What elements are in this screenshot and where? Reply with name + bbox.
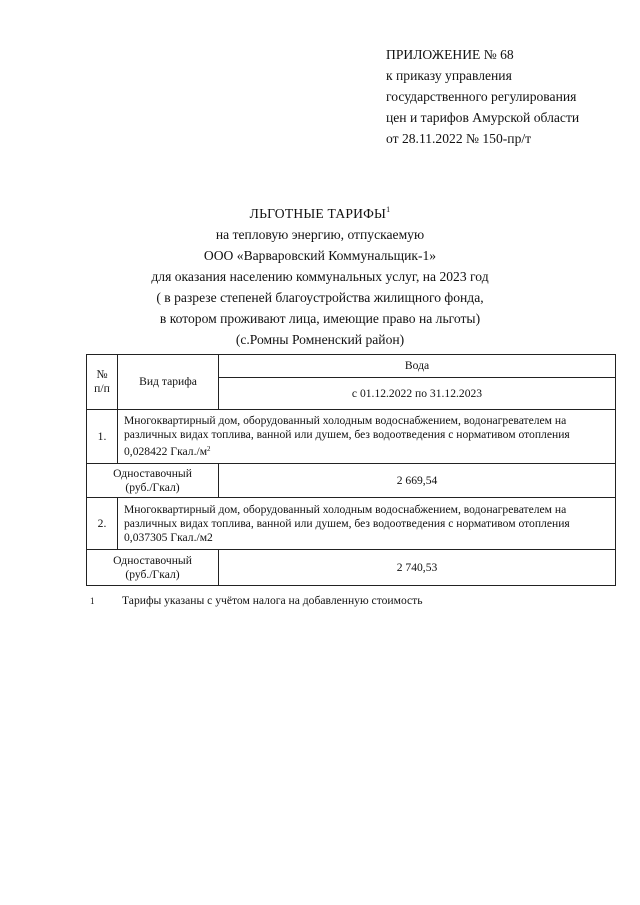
tariff-kind-label: Одноставочный — [113, 466, 192, 480]
tariff-kind — [87, 550, 219, 586]
tariff-value: 2 669,54 — [219, 464, 616, 498]
row-description — [118, 410, 616, 464]
tariff-table — [86, 354, 616, 586]
appendix-number: ПРИЛОЖЕНИЕ № 68 — [386, 47, 514, 62]
description-text: Многоквартирный дом, оборудованный холодным водоснабжением, водонагревателем на различных видах топлива, ванной или душем, без водоотведения с нормативом отопления 0,037305 Гкал./м2 — [124, 502, 570, 544]
row-num: 2. — [87, 498, 118, 550]
location: (с.Ромны Ромненский район) — [235, 332, 405, 347]
header-kind: Вид тарифа — [118, 355, 219, 410]
document-title — [0, 199, 640, 350]
tariff-value: 2 740,53 — [219, 550, 616, 586]
row-description — [118, 498, 616, 550]
tariff-kind-label: Одноставочный — [113, 553, 192, 567]
header-num-text: № п/п — [94, 368, 110, 395]
table-row — [87, 464, 616, 498]
company-name: ООО «Варваровский Коммунальщик-1» — [203, 248, 437, 263]
table-row — [87, 410, 616, 464]
footnote-text: Тарифы указаны с учётом налога на добавленную стоимость — [122, 594, 423, 607]
approval-line: цен и тарифов Амурской области — [386, 110, 580, 125]
tariff-unit: (руб./Гкал) — [125, 480, 180, 494]
title-line: ( в разрезе степеней благоустройства жилищного фонда, — [156, 290, 484, 305]
footnote — [90, 594, 423, 608]
superscript: 2 — [207, 445, 211, 453]
table-row — [87, 550, 616, 586]
table-row — [87, 498, 616, 550]
footnote-ref: 1 — [386, 205, 391, 214]
title-main — [0, 199, 640, 224]
header-water: Вода — [219, 355, 616, 378]
title-line: на тепловую энергию, отпускаемую — [215, 227, 425, 242]
tariff-kind — [87, 464, 219, 498]
tariff-unit: (руб./Гкал) — [125, 567, 180, 581]
header-period: с 01.12.2022 по 31.12.2023 — [219, 378, 616, 410]
title-line: для оказания населению коммунальных услуг, на 2023 год — [151, 269, 489, 284]
title-line: в котором проживают лица, имеющие право на льготы) — [159, 311, 481, 326]
row-num: 1. — [87, 410, 118, 464]
table-header-row — [87, 355, 616, 378]
order-date: от 28.11.2022 № 150-пр/т — [386, 131, 532, 146]
header-num — [87, 355, 118, 410]
footnote-mark: 1 — [90, 596, 95, 606]
approval-line: к приказу управления — [386, 68, 512, 83]
approval-stamp — [386, 44, 579, 149]
approval-line: государственного регулирования — [386, 89, 577, 104]
description-text: Многоквартирный дом, оборудованный холодным водоснабжением, водонагревателем на различных видах топлива, ванной или душем, без водоотведения с нормативом отопления 0,028422 Гкал./м — [124, 414, 570, 458]
title-text: ЛЬГОТНЫЕ ТАРИФЫ — [249, 206, 387, 221]
